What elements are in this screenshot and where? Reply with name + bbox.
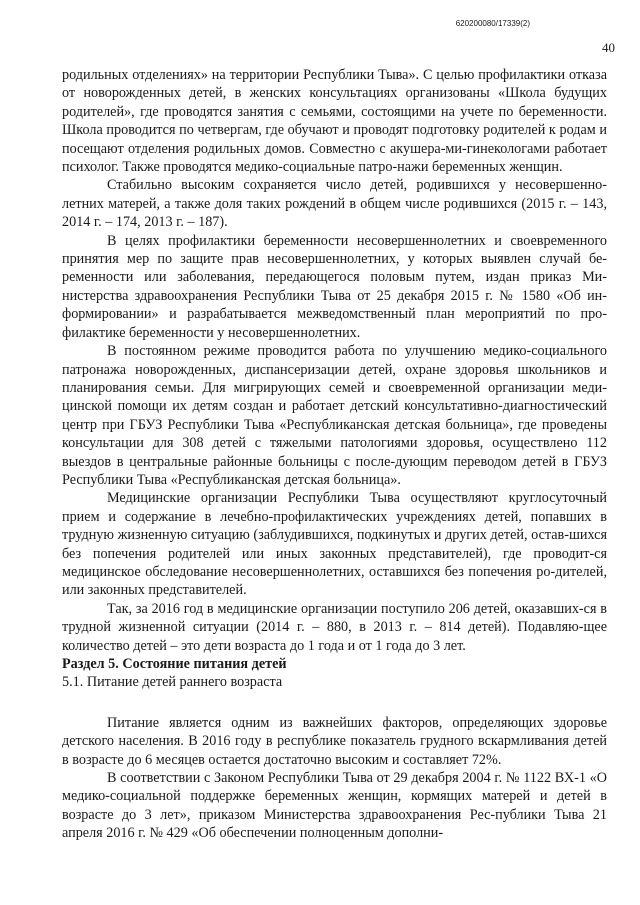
- paragraph-7: Питание является одним из важнейших факторов, определяющих здоровье детского населения. В 2016 году в республике показатель грудного вскармливания детей в возрасте до 6 месяцев остается достаточно высоким и составляет 72%.: [62, 714, 607, 768]
- document-id: 620200080/17339(2): [455, 19, 530, 28]
- paragraph-3: В целях профилактики беременности несовершеннолетних и своевременного принятия мер по защите прав несовершеннолетних, у которых выявлен случай бе-ременности или заболевания, передающегося половым путем, издан приказ Ми-нистерства здравоохранения Республики Тыва от 25 декабря 2015 г. № 1580 «Об ин-формировании» и разрабатывается межведомственный план мероприятий по про-филактике беременности у несовершеннолетних.: [62, 232, 607, 341]
- subsection-title: 5.1. Питание детей раннего возраста: [62, 674, 283, 691]
- paragraph-4: В постоянном режиме проводится работа по улучшению медико-социального патронажа новорожденных, диспансеризации детей, охране здоровья школьников и планирования семьи. Для мигрирующих семей и своевременной организации меди-цинской помощи их детям создан и работает детский консультативно-диагностический центр при ГБУЗ Республики Тыва «Республиканская детская больница», где проведены консультации для 308 детей с тяжелыми патологиями здоровья, осуществлено 112 выездов в центральные районные больницы с после-дующим переводом детей в ГБУЗ Республики Тыва «Республиканская детская больница».: [62, 343, 607, 488]
- paragraph-1: родильных отделениях» на территории Республики Тыва». С целью профилактики отказа от новорожденных детей, в женских консультациях организованы «Школа будущих родителей», где проводятся занятия с семьями, состоящими на учете по беременности. Школа проводится по четвергам, где обучают и проводят подготовку родителей к родам и посещают отделения родильных домов. Совместно с акушера-ми-гинекологами работает психолог. Также проводятся медико-социальные патро-нажи беременных женщин.: [62, 67, 607, 176]
- section-title: Раздел 5. Состояние питания детей: [62, 656, 287, 672]
- page-number: 40: [602, 40, 615, 55]
- paragraph-8: В соответствии с Законом Республики Тыва от 29 декабря 2004 г. № 1122 ВХ-1 «О медико-социальной поддержке беременных женщин, кормящих матерей и детей в возрасте до 3 лет», приказом Министерства здравоохранения Рес-публики Тыва 21 апреля 2016 г. № 429 «Об обеспечении полноценным дополни-: [62, 770, 607, 842]
- paragraph-6: Так, за 2016 год в медицинские организации поступило 206 детей, оказавших-ся в трудной жизненной ситуации (2014 г. – 880, в 2013 г. – 814 детей). Подавляю-щее количество детей – это дети возраста до 1 года и от 1 года до 3 лет.: [62, 600, 607, 654]
- document-body: [62, 66, 607, 843]
- paragraph-2: Стабильно высоким сохраняется число детей, родившихся у несовершенно-летних матерей, а также доля таких рождений в общем числе родившихся (2015 г. – 143, 2014 г. – 174, 2013 г. – 187).: [62, 177, 607, 231]
- paragraph-5: Медицинские организации Республики Тыва осуществляют круглосуточный прием и содержание в лечебно-профилактических учреждениях детей, попавших в трудную жизненную ситуацию (заблудившихся, подкинутых и других детей, остав-шихся без попечения родителей или иных законных представителей), где проводит-ся медицинское обследование несовершеннолетних, оставшихся без попечения ро-дителей, или законных представителей.: [62, 490, 607, 599]
